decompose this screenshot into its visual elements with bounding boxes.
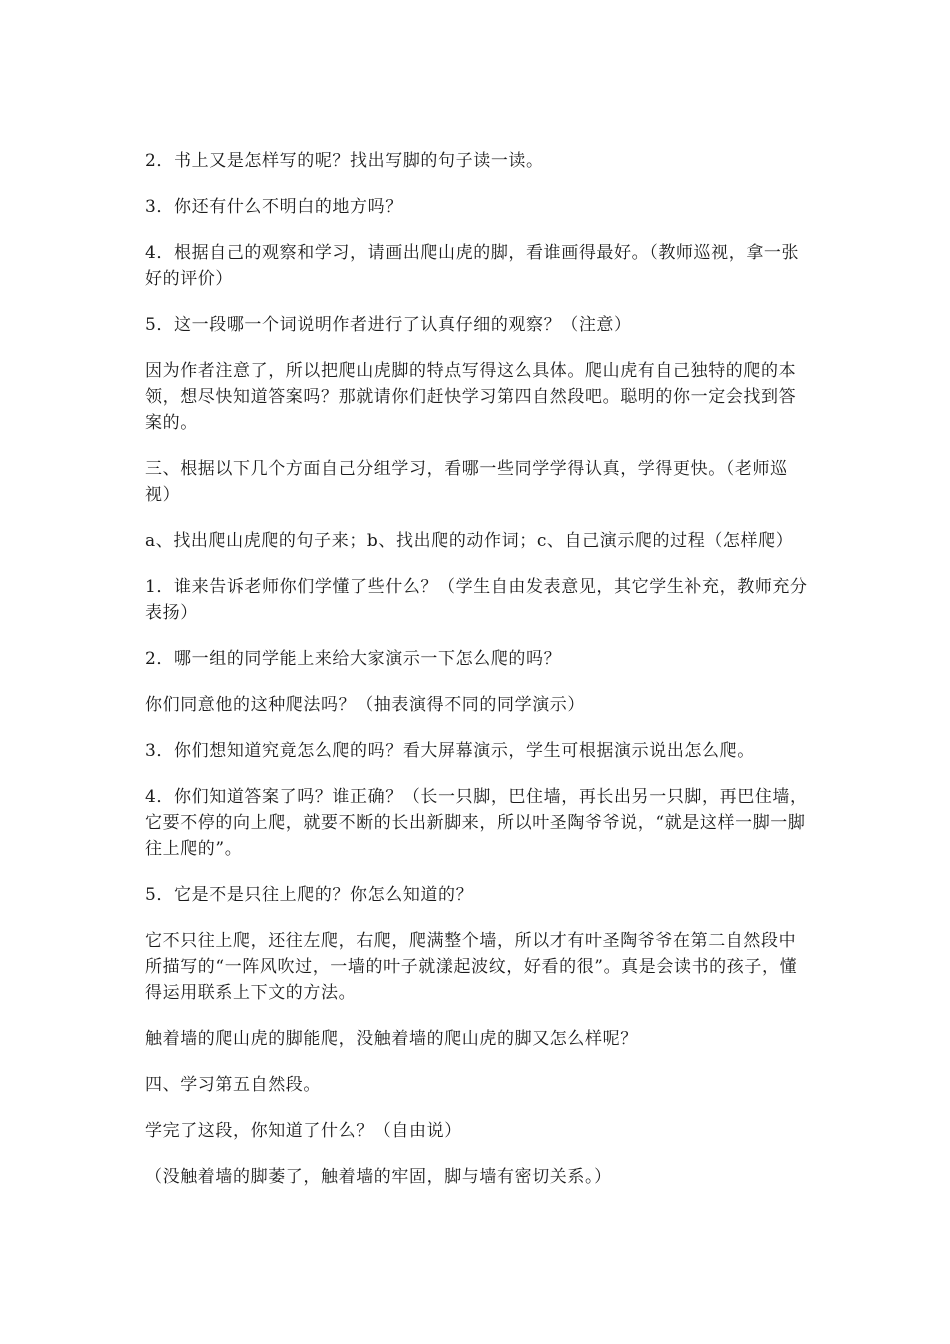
paragraph-q4-draw-feet: 4．根据自己的观察和学习，请画出爬山虎的脚，看谁画得最好。（教师巡视，拿一张好的评价） [145,243,800,289]
paragraph-q3-questions: 3．你还有什么不明白的地方吗？ [145,197,403,217]
paragraph-what-learned: 学完了这段，你知道了什么？（自由说） [145,1121,462,1141]
paragraph-step3-screen-demo: 3．你们想知道究竟怎么爬的吗？看大屏幕演示，学生可根据演示说出怎么爬。 [145,741,755,761]
paragraph-section-three-heading: 三、根据以下几个方面自己分组学习，看哪一些同学学得认真，学得更快。（老师巡视） [145,459,788,505]
paragraph-agree-method: 你们同意他的这种爬法吗？（抽表演得不同的同学演示） [145,695,585,715]
paragraph-step4-answer: 4．你们知道答案了吗？谁正确？（长一只脚，巴住墙，再长出另一只脚，再巴住墙，它要不停的向上爬，就要不断的长出新脚来，所以叶圣陶爷爷说，“就是这样一脚一脚往上爬的”。 [145,787,808,859]
paragraph-q2-how-book-writes: 2．书上又是怎样写的呢？找出写脚的句子读一读。 [145,151,544,171]
paragraph-group-tasks: a、找出爬山虎爬的句子来；b、找出爬的动作词；c、自己演示爬的过程（怎样爬） [145,531,794,551]
paragraph-climb-everywhere: 它不只往上爬，还往左爬，右爬，爬满整个墙，所以才有叶圣陶爷爷在第二自然段中所描写的“一阵风吹过，一墙的叶子就漾起波纹，好看的很”。真是会读书的孩子，懂得运用联系上下文的方法。 [145,931,798,1003]
paragraph-step5-direction: 5．它是不是只往上爬的？你怎么知道的？ [145,885,474,905]
paragraph-untouched-feet-question: 触着墙的爬山虎的脚能爬，没触着墙的爬山虎的脚又怎么样呢？ [145,1029,638,1049]
paragraph-conclusion: （没触着墙的脚萎了，触着墙的牢固，脚与墙有密切关系。） [145,1167,612,1187]
paragraph-section-four-heading: 四、学习第五自然段。 [145,1075,321,1095]
paragraph-transition-fourth-section: 因为作者注意了，所以把爬山虎脚的特点写得这么具体。爬山虎有自己独特的爬的本领，想尽快知道答案吗？那就请你们赶快学习第四自然段吧。聪明的你一定会找到答案的。 [145,361,797,433]
paragraph-step1-share: 1．谁来告诉老师你们学懂了些什么？（学生自由发表意见，其它学生补充，教师充分表扬） [145,577,808,623]
document-body [145,148,810,1210]
paragraph-step2-demo: 2．哪一组的同学能上来给大家演示一下怎么爬的吗？ [145,649,562,669]
paragraph-q5-key-word: 5．这一段哪一个词说明作者进行了认真仔细的观察？（注意） [145,315,632,335]
